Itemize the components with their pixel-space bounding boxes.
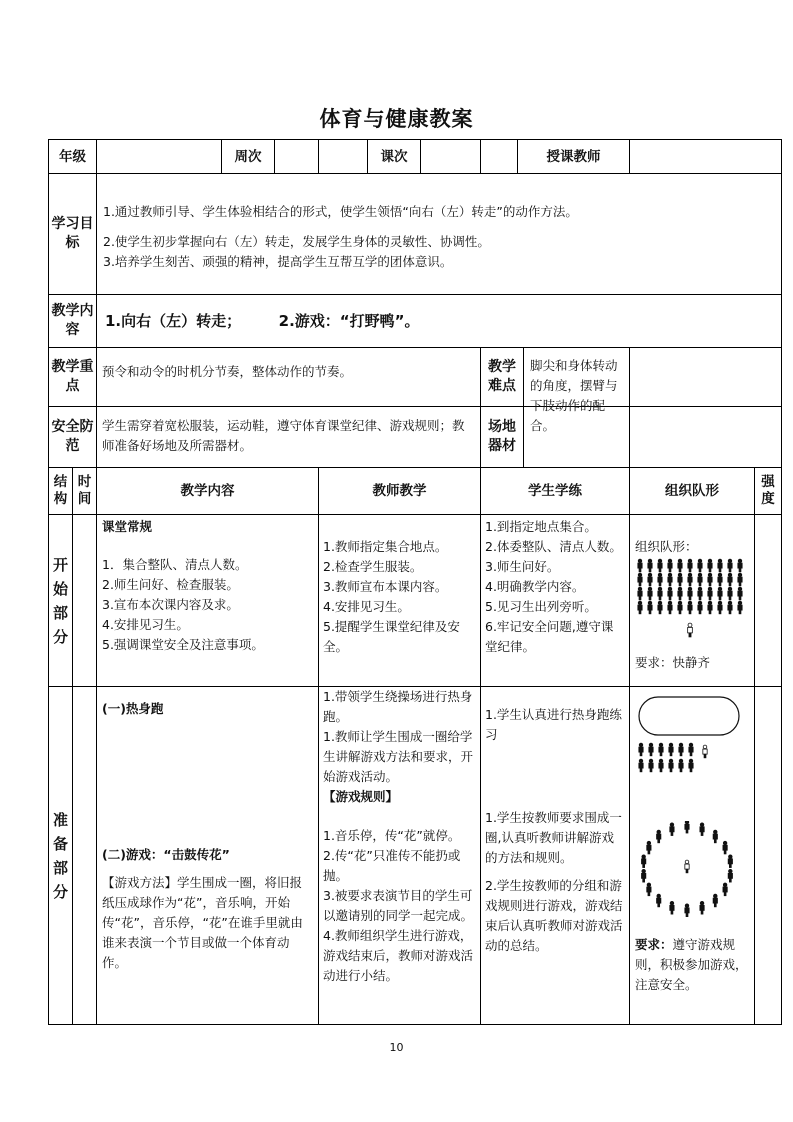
student-figure-icon bbox=[738, 559, 742, 572]
student-figure-icon bbox=[657, 830, 661, 843]
student-figure-icon bbox=[639, 759, 643, 772]
start-formation-diagram bbox=[635, 557, 747, 649]
student-figure-icon bbox=[738, 601, 742, 614]
week-label: 周次 bbox=[221, 140, 274, 173]
col-time: 时间 bbox=[73, 468, 97, 515]
student-figure-icon bbox=[708, 587, 712, 600]
col-student: 学生学练 bbox=[481, 468, 630, 515]
page-title: 体育与健康教案 bbox=[319, 106, 474, 131]
student-figure-icon bbox=[668, 559, 672, 572]
student-figure-icon bbox=[718, 573, 722, 586]
safety-row bbox=[49, 407, 782, 468]
start-content-1: 1．集合整队、清点人数。 bbox=[102, 557, 248, 572]
prep-teacher-1: 1.带领学生绕操场进行热身跑。 bbox=[323, 689, 473, 724]
student-figure-icon bbox=[689, 743, 693, 756]
content-text: 1.向右（左）转走； 2.游戏：“打野鸭”。 bbox=[97, 295, 782, 348]
teacher-label: 授课教师 bbox=[517, 140, 629, 173]
lesson-label: 课次 bbox=[367, 140, 420, 173]
student-figure-icon bbox=[659, 759, 663, 772]
difficulty-text: 脚尖和身体转动的角度，摆臂与下肢动作的配合。 bbox=[530, 358, 618, 433]
student-figure-icon bbox=[685, 904, 689, 917]
student-figure-icon bbox=[639, 743, 643, 756]
col-teacher: 教师教学 bbox=[319, 468, 481, 515]
student-figure-icon bbox=[670, 901, 674, 914]
student-figure-icon bbox=[698, 601, 702, 614]
student-figure-icon bbox=[658, 601, 662, 614]
student-figure-icon bbox=[713, 894, 717, 907]
prep-section-row bbox=[49, 687, 782, 1025]
student-figure-icon bbox=[688, 559, 692, 572]
student-figure-icon bbox=[688, 623, 693, 637]
student-figure-icon bbox=[638, 573, 642, 586]
student-figure-icon bbox=[668, 587, 672, 600]
objective-1: 1.通过教师引导、学生体验相结合的形式，使学生领悟“向右（左）转走”的动作方法。 bbox=[103, 204, 578, 219]
student-figure-icon bbox=[688, 601, 692, 614]
start-teacher-4: 4.安排见习生。 bbox=[323, 599, 410, 614]
game-circle-diagram bbox=[635, 821, 747, 931]
student-figure-icon bbox=[685, 860, 689, 873]
student-figure-icon bbox=[723, 841, 727, 854]
student-figure-icon bbox=[728, 601, 732, 614]
game-method: 【游戏方法】学生围成一圈，将旧报纸压成球作为“花”，音乐响，开始传“花”，音乐停，“花”在谁手里就由谁来表演一个节目或做一个体育动作。 bbox=[102, 875, 303, 970]
prep-teacher-7: 4.教师组织学生进行游戏，游戏结束后，教师对游戏活动进行小结。 bbox=[323, 928, 474, 983]
student-figure-icon bbox=[728, 559, 732, 572]
lesson-value bbox=[420, 140, 480, 173]
student-figure-icon bbox=[708, 559, 712, 572]
student-figure-icon bbox=[668, 601, 672, 614]
start-content-title: 课堂常规 bbox=[102, 519, 153, 534]
student-figure-icon bbox=[689, 759, 693, 772]
student-figure-icon bbox=[718, 601, 722, 614]
col-intensity: 强度 bbox=[755, 468, 782, 515]
key-points-row bbox=[49, 348, 782, 407]
header-row bbox=[49, 140, 782, 174]
student-figure-icon bbox=[700, 901, 704, 914]
student-figure-icon bbox=[728, 587, 732, 600]
student-figure-icon bbox=[642, 869, 646, 882]
start-content-5: 5.强调课堂安全及注意事项。 bbox=[102, 637, 264, 652]
safety-text: 学生需穿着宽松服装，运动鞋，遵守体育课堂纪律、游戏规则；教师准备好场地及所需器材。 bbox=[97, 407, 481, 468]
student-figure-icon bbox=[647, 883, 651, 896]
student-figure-icon bbox=[698, 573, 702, 586]
warmup-track-diagram bbox=[635, 693, 747, 785]
prep-section-label: 准备部分 bbox=[49, 687, 73, 1025]
student-figure-icon bbox=[642, 855, 646, 868]
student-figure-icon bbox=[713, 830, 717, 843]
student-figure-icon bbox=[688, 587, 692, 600]
student-figure-icon bbox=[679, 759, 683, 772]
student-figure-icon bbox=[728, 855, 732, 868]
content-row bbox=[49, 295, 782, 348]
key-points-text: 预令和动令的时机分节奏，整体动作的节奏。 bbox=[97, 348, 481, 407]
start-content-4: 4.安排见习生。 bbox=[102, 617, 189, 632]
student-figure-icon bbox=[708, 601, 712, 614]
student-figure-icon bbox=[678, 559, 682, 572]
student-figure-icon bbox=[723, 883, 727, 896]
student-figure-icon bbox=[670, 823, 674, 836]
student-figure-icon bbox=[678, 601, 682, 614]
student-figure-icon bbox=[718, 587, 722, 600]
start-teacher-2: 2.检查学生服装。 bbox=[323, 559, 423, 574]
safety-label: 安全防范 bbox=[49, 407, 97, 468]
student-figure-icon bbox=[678, 587, 682, 600]
prep-teacher-3: 【游戏规则】 bbox=[323, 789, 399, 804]
lesson-plan-table bbox=[48, 139, 782, 1025]
start-content-3: 3.宣布本次课内容及求。 bbox=[102, 597, 239, 612]
student-figure-icon bbox=[738, 587, 742, 600]
start-section-row bbox=[49, 515, 782, 687]
prep-student-3: 2.学生按教师的分组和游戏规则进行游戏，游戏结束后认真听教师对游戏活动的总结。 bbox=[485, 878, 623, 953]
col-structure: 结构 bbox=[49, 468, 73, 515]
student-figure-icon bbox=[648, 587, 652, 600]
student-figure-icon bbox=[708, 573, 712, 586]
start-student-2: 2.体委整队、清点人数。 bbox=[485, 539, 622, 554]
venue-label: 场地器材 bbox=[488, 419, 516, 454]
difficulty-label: 教学难点 bbox=[488, 359, 516, 394]
start-student-1: 1.到指定地点集合。 bbox=[485, 519, 597, 534]
prep-teacher-5: 2.传“花”只准传不能扔或抛。 bbox=[323, 848, 461, 883]
start-section-label: 开始部分 bbox=[49, 515, 73, 687]
student-figure-icon bbox=[703, 745, 707, 758]
student-figure-icon bbox=[668, 573, 672, 586]
student-figure-icon bbox=[728, 869, 732, 882]
prep-teacher-6: 3.被要求表演节目的学生可以邀请别的同学一起完成。 bbox=[323, 888, 474, 923]
start-teacher-3: 3.教师宣布本课内容。 bbox=[323, 579, 448, 594]
student-figure-icon bbox=[649, 743, 653, 756]
prep-requirement-label: 要求： bbox=[635, 937, 673, 952]
prep-student-2: 1.学生按教师要求围成一圈,认真听教师讲解游戏的方法和规则。 bbox=[485, 810, 622, 865]
teacher-value bbox=[630, 140, 782, 174]
column-header-row bbox=[49, 468, 782, 515]
formation-label: 组织队形： bbox=[635, 539, 698, 554]
student-figure-icon bbox=[678, 573, 682, 586]
objective-2: 2.使学生初步掌握向右（左）转走，发展学生身体的灵敏性、协调性。 bbox=[103, 234, 490, 249]
warmup-title: (一)热身跑 bbox=[102, 701, 164, 716]
grade-label: 年级 bbox=[49, 140, 97, 174]
student-figure-icon bbox=[658, 559, 662, 572]
start-teacher-5: 5.提醒学生课堂纪律及安全。 bbox=[323, 619, 460, 654]
objectives-label: 学习目标 bbox=[49, 174, 97, 295]
student-figure-icon bbox=[698, 587, 702, 600]
col-content: 教学内容 bbox=[97, 468, 319, 515]
student-figure-icon bbox=[669, 759, 673, 772]
student-figure-icon bbox=[638, 601, 642, 614]
prep-teacher-4: 1.音乐停，传“花”就停。 bbox=[323, 828, 461, 843]
student-figure-icon bbox=[700, 823, 704, 836]
student-figure-icon bbox=[688, 573, 692, 586]
week-value bbox=[274, 140, 318, 173]
student-figure-icon bbox=[648, 601, 652, 614]
student-figure-icon bbox=[659, 743, 663, 756]
prep-student-1: 1.学生认真进行热身跑练习 bbox=[485, 707, 622, 742]
start-student-5: 5.见习生出列旁听。 bbox=[485, 599, 597, 614]
prep-requirement-text: 遵守游戏规则，积极参加游戏，注意安全。 bbox=[635, 937, 748, 992]
student-figure-icon bbox=[638, 559, 642, 572]
venue-text bbox=[523, 407, 629, 467]
prep-teacher-2: 1.教师让学生围成一圈给学生讲解游戏方法和要求，开始游戏活动。 bbox=[323, 729, 474, 784]
student-figure-icon bbox=[658, 587, 662, 600]
start-teacher-1: 1.教师指定集合地点。 bbox=[323, 539, 448, 554]
student-figure-icon bbox=[638, 587, 642, 600]
student-figure-icon bbox=[685, 821, 689, 833]
start-student-3: 3.师生问好。 bbox=[485, 559, 560, 574]
grade-value bbox=[97, 140, 221, 173]
start-content-2: 2.师生问好、检查服装。 bbox=[102, 577, 239, 592]
student-figure-icon bbox=[649, 759, 653, 772]
student-figure-icon bbox=[657, 894, 661, 907]
student-figure-icon bbox=[698, 559, 702, 572]
student-figure-icon bbox=[718, 559, 722, 572]
start-student-4: 4.明确教学内容。 bbox=[485, 579, 585, 594]
student-figure-icon bbox=[679, 743, 683, 756]
page-number: 10 bbox=[389, 1041, 404, 1054]
student-figure-icon bbox=[647, 841, 651, 854]
formation-requirement: 要求：快静齐 bbox=[635, 655, 711, 670]
objectives-row bbox=[49, 174, 782, 295]
game-title: (二)游戏：“击鼓传花” bbox=[102, 847, 230, 862]
student-figure-icon bbox=[728, 573, 732, 586]
student-figure-icon bbox=[658, 573, 662, 586]
running-track-outline bbox=[639, 697, 739, 735]
objective-3: 3.培养学生刻苦、顽强的精神，提高学生互帮互学的团体意识。 bbox=[103, 254, 453, 269]
start-student-6: 6.牢记安全问题,遵守课堂纪律。 bbox=[485, 619, 614, 654]
student-figure-icon bbox=[648, 559, 652, 572]
col-formation: 组织队形 bbox=[630, 468, 755, 515]
key-points-label: 教学重点 bbox=[49, 348, 97, 407]
content-label: 教学内容 bbox=[49, 295, 97, 348]
student-figure-icon bbox=[669, 743, 673, 756]
student-figure-icon bbox=[648, 573, 652, 586]
student-figure-icon bbox=[738, 573, 742, 586]
